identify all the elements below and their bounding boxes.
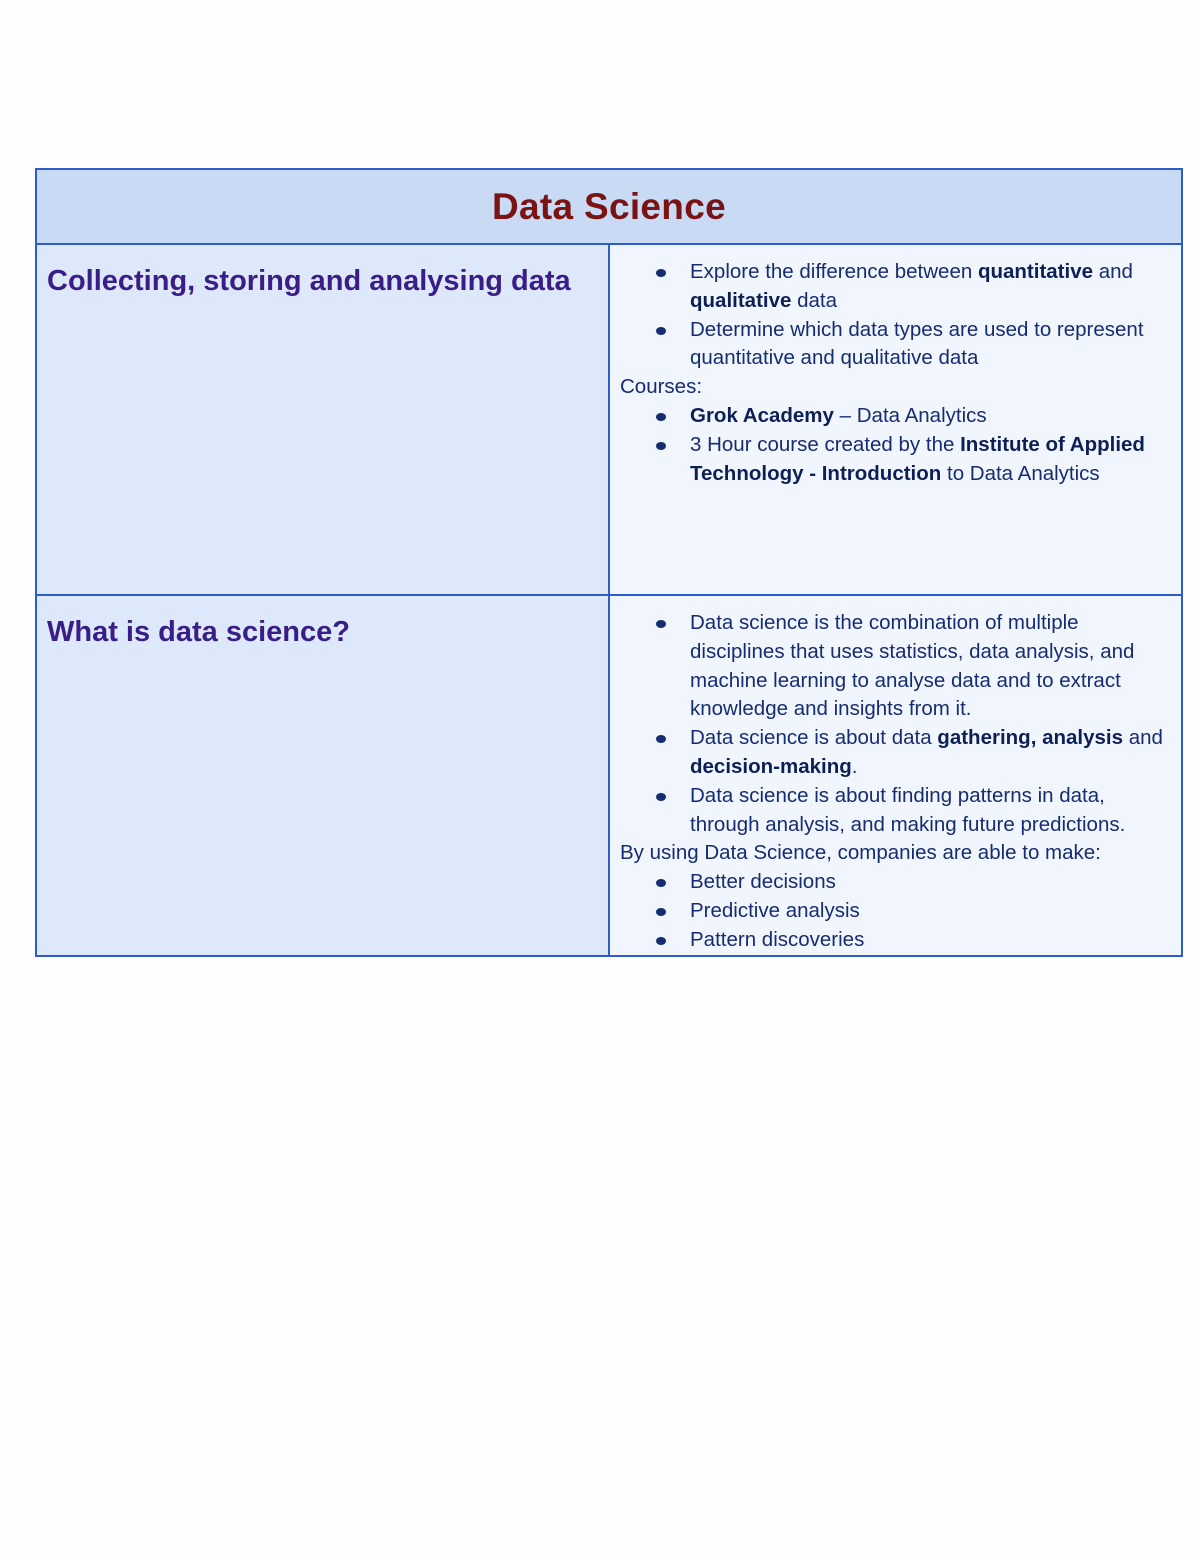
table-title-cell [36, 169, 1182, 244]
list-item: Better decisions [690, 868, 1169, 897]
list-item: Grok Academy – Data Analytics [690, 402, 1169, 431]
list-item: Predictive analysis [690, 897, 1169, 926]
table-row [36, 244, 1182, 595]
bullet-icon [656, 442, 666, 450]
topic-cell [36, 595, 609, 956]
table-title: Data Science [492, 185, 726, 227]
bullet-list [620, 609, 1169, 839]
content-cell [609, 244, 1182, 595]
topic-cell [36, 244, 609, 595]
topic-heading: Collecting, storing and analysing data [47, 265, 571, 297]
bullet-icon [656, 269, 666, 277]
content-cell [609, 595, 1182, 956]
bullet-icon [656, 793, 666, 801]
bullet-icon [656, 327, 666, 335]
bullet-icon [656, 879, 666, 887]
list-item: Data science is about finding patterns in data, through analysis, and making future predictions. [690, 782, 1169, 840]
list-item: Determine which data types are used to represent quantitative and qualitative data [690, 316, 1169, 374]
bullet-icon [656, 620, 666, 628]
bullet-icon [656, 413, 666, 421]
bullet-icon [656, 908, 666, 916]
list-item: Pattern discoveries [690, 926, 1169, 955]
bullet-icon [656, 735, 666, 743]
list-item: 3 Hour course created by the Institute of Applied Technology - Introduction to Data Analytics [690, 431, 1169, 489]
benefit-list [620, 868, 1169, 954]
data-science-table [35, 168, 1183, 957]
list-item: Data science is the combination of multiple disciplines that uses statistics, data analysis, and machine learning to analyse data and to extract knowledge and insights from it. [690, 609, 1169, 724]
course-list [620, 402, 1169, 488]
companies-label: By using Data Science, companies are able to make: [620, 841, 1101, 865]
table-row [36, 595, 1182, 956]
courses-label: Courses: [620, 375, 703, 399]
bullet-list [620, 258, 1169, 373]
list-item: Explore the difference between quantitative and qualitative data [690, 258, 1169, 316]
topic-heading: What is data science? [47, 616, 350, 648]
bullet-icon [656, 937, 666, 945]
list-item: Data science is about data gathering, analysis and decision-making. [690, 724, 1169, 782]
